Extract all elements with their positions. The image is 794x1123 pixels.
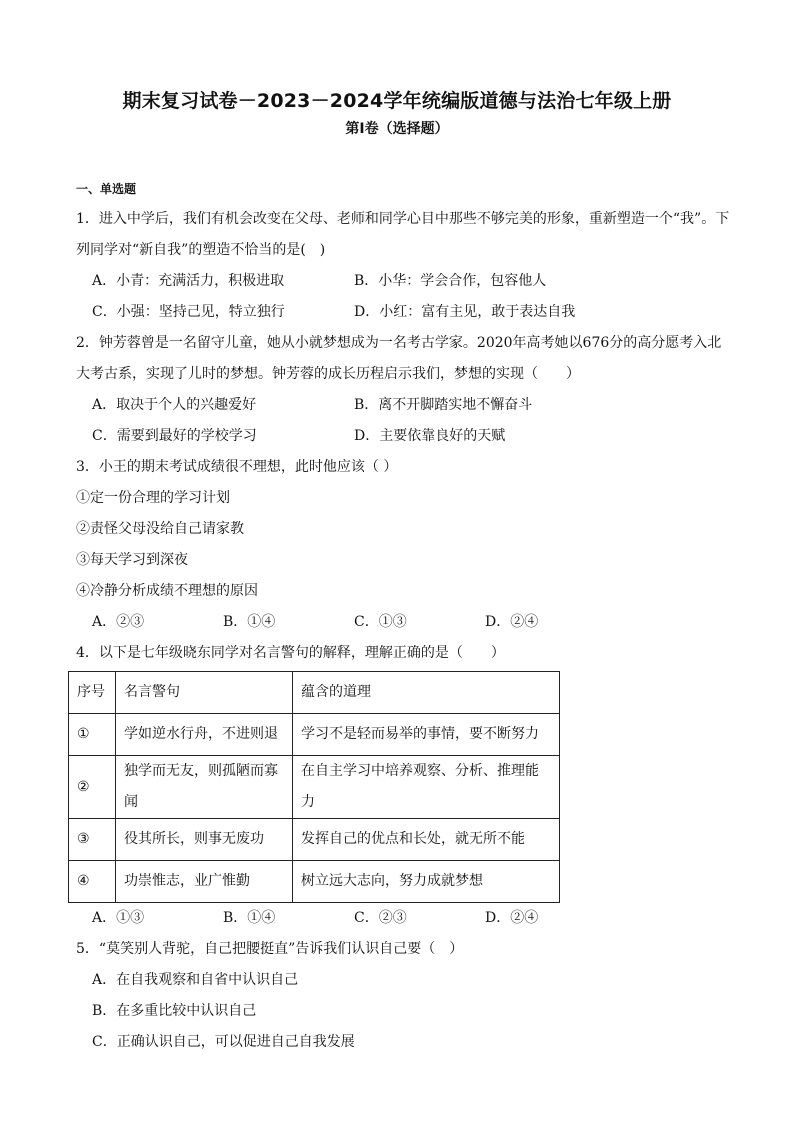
table-cell: 发挥自己的优点和长处，就无所不能: [293, 819, 560, 861]
option-b[interactable]: B．离不开脚踏实地不懈奋斗: [354, 397, 533, 413]
statement-item: ④冷静分析成绩不理想的原因: [76, 583, 258, 599]
option-row: [76, 297, 726, 328]
option-b[interactable]: B．①④: [223, 910, 276, 926]
option-d[interactable]: D．②④: [485, 614, 539, 630]
option-a[interactable]: A．②③: [92, 614, 145, 630]
question-stem: 3．小王的期末考试成绩很不理想，此时他应该（ ）: [76, 459, 398, 475]
option-c[interactable]: C．①③: [354, 614, 407, 630]
table-row: [69, 819, 560, 861]
proverb-table: [68, 671, 560, 903]
statement-item: ②责怪父母没给自己请家教: [76, 521, 244, 537]
table-cell: ④: [69, 861, 116, 903]
option-row: [76, 607, 726, 638]
table-cell: ②: [69, 756, 116, 819]
option-b[interactable]: B．在多重比较中认识自己: [92, 1003, 257, 1019]
option-d[interactable]: D．小红：富有主见，敢于表达自我: [354, 304, 576, 320]
question-content: [76, 180, 730, 1058]
question-4: [76, 638, 726, 934]
statement-item: ①定一份合理的学习计划: [76, 490, 230, 506]
table-header-cell: 蕴含的道理: [293, 672, 560, 714]
option-a[interactable]: A．①③: [92, 910, 145, 926]
option-d[interactable]: D．②④: [485, 910, 539, 926]
question-stem: 5．“莫笑别人背驼，自己把腰挺直”告诉我们认识自己要（ ）: [76, 941, 464, 957]
option-a[interactable]: A．在自我观察和自省中认识自己: [92, 972, 299, 988]
option-a[interactable]: A．小青：充满活力，积极进取: [92, 273, 285, 289]
option-row: [76, 903, 726, 934]
question-1: [76, 204, 730, 328]
table-header-cell: 序号: [69, 672, 116, 714]
question-stem-line: 1．进入中学后，我们有机会改变在父母、老师和同学心目中那些不够完美的形象，重新塑造一个“我”。下: [76, 211, 730, 227]
table-cell: 役其所长，则事无废功: [116, 819, 293, 861]
table-cell: 学如逆水行舟，不进则退: [116, 714, 293, 756]
option-b[interactable]: B．小华：学会合作，包容他人: [354, 273, 547, 289]
option-c[interactable]: C．需要到最好的学校学习: [92, 428, 257, 444]
statement-item: ③每天学习到深夜: [76, 552, 188, 568]
table-header-cell: 名言警句: [116, 672, 293, 714]
table-cell: 独学而无友，则孤陋而寡闻: [116, 756, 293, 819]
table-cell: 功崇惟志，业广惟勤: [116, 861, 293, 903]
question-stem-line: 列同学对“新自我”的塑造不恰当的是( ): [76, 242, 326, 258]
option-a[interactable]: A．取决于个人的兴趣爱好: [92, 397, 257, 413]
table-row: [69, 861, 560, 903]
table-cell: 学习不是轻而易举的事情，要不断努力: [293, 714, 560, 756]
option-row: [76, 390, 726, 421]
table-header-row: [69, 672, 560, 714]
question-2: [76, 328, 726, 452]
option-row: [76, 266, 726, 297]
option-b[interactable]: B．①④: [223, 614, 276, 630]
option-c[interactable]: C．②③: [354, 910, 407, 926]
option-d[interactable]: D．主要依靠良好的天赋: [354, 428, 506, 444]
table-row: [69, 714, 560, 756]
question-stem-line: 2．钟芳蓉曾是一名留守儿童，她从小就梦想成为一名考古学家。2020年高考她以676分的高分愿考入北: [76, 335, 722, 351]
section-heading: 一、单选题: [76, 182, 137, 196]
question-5: [76, 934, 726, 1058]
table-cell: ①: [69, 714, 116, 756]
table-cell: ③: [69, 819, 116, 861]
table-row: [69, 756, 560, 819]
table-cell: 在自主学习中培养观察、分析、推理能力: [293, 756, 560, 819]
question-stem: 4．以下是七年级晓东同学对名言警句的解释，理解正确的是（ ）: [76, 645, 505, 661]
option-c[interactable]: C．小强：坚持己见，特立独行: [92, 304, 285, 320]
table-cell: 树立远大志向，努力成就梦想: [293, 861, 560, 903]
page-title: 期末复习试卷－2023－2024学年统编版道德与法治七年级上册: [122, 90, 672, 112]
option-row: [76, 421, 726, 452]
page-subtitle: 第Ⅰ卷（选择题）: [345, 121, 449, 137]
option-c[interactable]: C．正确认识自己，可以促进自己自我发展: [92, 1034, 355, 1050]
question-3: [76, 452, 726, 638]
question-stem-line: 大考古系，实现了儿时的梦想。钟芳蓉的成长历程启示我们，梦想的实现（ ）: [76, 366, 580, 382]
